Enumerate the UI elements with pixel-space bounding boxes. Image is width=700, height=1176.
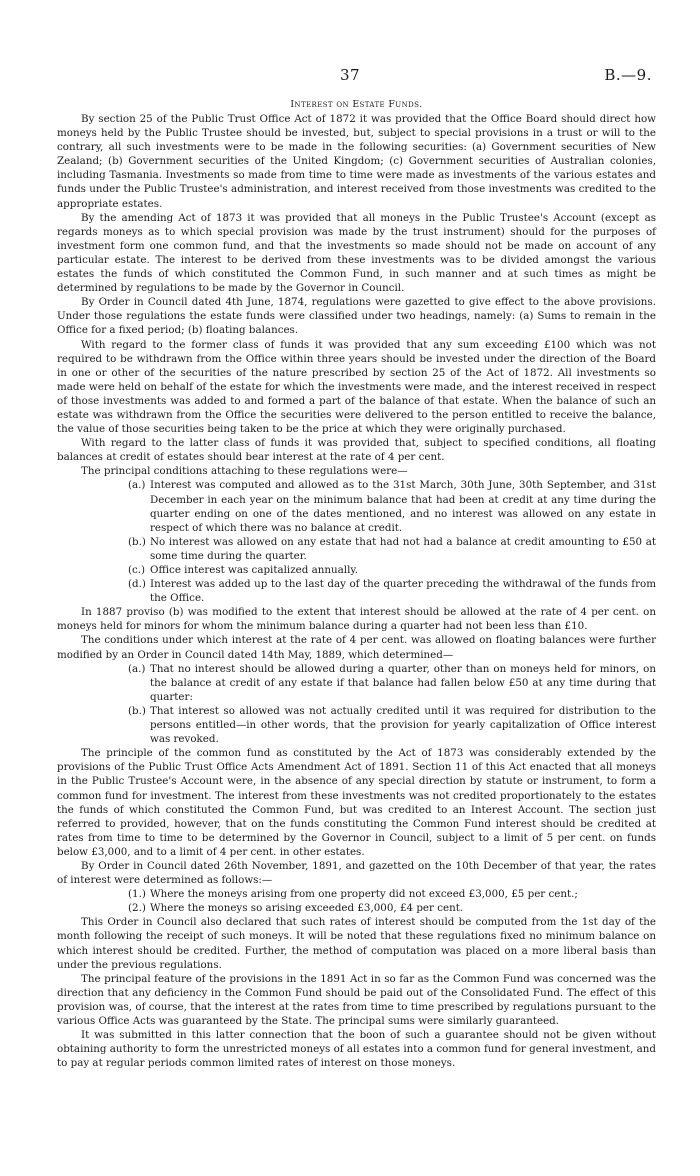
list-marker: (b.): [128, 704, 146, 717]
section-heading: Interest on Estate Funds.: [290, 99, 423, 110]
condition-item: [57, 662, 656, 704]
paragraph: By Order in Council dated 26th November, 1891, and gazetted on the 10th December of that year, the rates of interest were determined as follows:—: [57, 859, 656, 887]
rate-item: [57, 901, 656, 915]
paragraph: By Order in Council dated 4th June, 1874, regulations were gazetted to give effect to the above provisions. Under those regulations the estate funds were classified under two headings, namely: (a) Sums to remain in the Office for a fixed period; (b) floating balances.: [57, 296, 656, 337]
list-marker: (2.): [128, 902, 146, 915]
paragraph: The principal feature of the provisions in the 1891 Act in so far as the Common Fund was concerned was the direction that any deficiency in the Common Fund should be paid out of the Consolidated Fund. The effect of this provision was, of course, that the interest at the rates from time to time prescribed by regulations pursuant to the various Office Acts was guaranteed by the State. The principal sums were similarly guaranteed.: [57, 972, 656, 1027]
list-marker: (b.): [128, 535, 146, 548]
paragraph: By section 25 of the Public Trust Office Act of 1872 it was provided that the Office Board should direct how moneys held by the Public Trustee should be invested, but, subject to special provisions in a trust or will to the contrary, all such investments were to be made in the following securities: (a) Government securities of New Zealand; (b) Government securities of the United Kingdom; (c) Government securities of Australian colonies, including Tasmania. Investments so made from time to time were made as investments of the various estates and funds under the Public Trustee's administration, and interest received from those investments was credited to the appropriate estates.: [57, 113, 656, 210]
condition-item: [57, 563, 656, 577]
paragraph: The principal conditions attaching to these regulations were—: [81, 465, 408, 478]
paragraph: With regard to the latter class of funds it was provided that, subject to specified conditions, all floating balances at credit of estates should bear interest at the rate of 4 per cent.: [57, 437, 656, 464]
list-item-text: Where the moneys arising from one property did not exceed £3,000, £5 per cent.;: [150, 888, 578, 901]
page-header: [57, 66, 656, 88]
list-marker: (a.): [128, 662, 146, 675]
paragraph: By the amending Act of 1873 it was provided that all moneys in the Public Trustee's Account (except as regards moneys as to which special provision was made by the trust instrument) should for the purposes of investment form one common fund, and that the investments so made should not be made on account of any particular estate. The interest to be derived from these investments was to be divided amongst the various estates the funds of which constituted the Common Fund, in such manner and at such times as might be determined by regulations to be made by the Governor in Council.: [57, 211, 656, 295]
list-item-text: No interest was allowed on any estate that had not had a balance at credit amounting to £50 at some time during the quarter.: [150, 535, 656, 562]
condition-item: [57, 704, 656, 746]
list-marker: (1.): [128, 888, 146, 901]
list-item-text: Where the moneys so arising exceeded £3,000, £4 per cent.: [150, 902, 464, 915]
list-item-text: That no interest should be allowed during a quarter, other than on moneys held for minors, on the balance at credit of any estate if that balance had fallen below £50 at any time during that quarter:: [150, 662, 656, 703]
list-item-text: That interest so allowed was not actually credited until it was required for distribution to the persons entitled—in other words, that the provision for yearly capitalization of Office interest was revoked.: [150, 704, 656, 746]
list-item-text: Interest was computed and allowed as to the 31st March, 30th June, 30th September, and 31st December in each year on the minimum balance that had been at credit at any time during the quarter ending on one of the dates mentioned, and no interest was allowed on any estate in respect of which there was no balance at credit.: [150, 479, 656, 534]
document-reference: B.—9.: [604, 66, 652, 84]
list-item-text: Office interest was capitalized annually.: [150, 564, 359, 576]
paragraph: The conditions under which interest at the rate of 4 per cent. was allowed on floating balances were further modified by an Order in Council dated 14th May, 1889, which determined—: [57, 634, 656, 661]
paragraph: In 1887 proviso (b) was modified to the extent that interest should be allowed at the rate of 4 per cent. on moneys held for minors for whom the minimum balance during a quarter had not been less than £10.: [57, 606, 656, 633]
paragraph: The principle of the common fund as constituted by the Act of 1873 was considerably extended by the provisions of the Public Trust Office Acts Amendment Act of 1891. Section 11 of this Act enacted that all moneys in the Public Trustee's Account were, in the absence of any special direction by statute or instrument, to form a common fund for investment. The interest from these investments was not credited proportionately to the estates the funds of which constituted the Common Fund, but was credited to an Interest Account. The section just referred to provided, however, that on the funds constituting the Common Fund interest should be credited at rates from time to time to be determined by the Governor in Council, subject to a limit of 5 per cent. on funds below £3,000, and to a limit of 4 per cent. in other estates.: [57, 747, 656, 858]
body-text: [57, 112, 656, 1070]
rate-item: [57, 887, 656, 901]
condition-item: [57, 535, 656, 563]
condition-item: [57, 478, 656, 534]
list-marker: (a.): [128, 479, 146, 492]
page-number: 37: [340, 66, 361, 84]
list-marker: (c.): [128, 564, 146, 576]
paragraph: With regard to the former class of funds it was provided that any sum exceeding £100 which was not required to be withdrawn from the Office within three years should be invested under the direction of the Board in one or other of the securities of the nature prescribed by section 25 of the Act of 1872. All investments so made were held on behalf of the estate for which the investments were made, and the interest received in respect of those investments was added to and formed a part of the balance of that estate. When the balance of such an estate was withdrawn from the Office the securities were delivered to the person entitled to receive the balance, the value of those securities being taken to be the price at which they were originally purchased.: [57, 338, 656, 436]
condition-item: [57, 577, 656, 605]
list-item-text: Interest was added up to the last day of the quarter preceding the withdrawal of the funds from the Office.: [150, 578, 656, 605]
paragraph: It was submitted in this latter connection that the boon of such a guarantee should not be given without obtaining authority to form the unrestricted moneys of all estates into a common fund for general investment, and to pay at regular periods common limited rates of interest on those moneys.: [57, 1029, 656, 1070]
paragraph: This Order in Council also declared that such rates of interest should be computed from the 1st day of the month following the receipt of such moneys. It will be noted that these regulations fixed no minimum balance on which interest should be credited. Further, the method of computation was placed on a more liberal basis than under the previous regulations.: [57, 916, 656, 971]
list-marker: (d.): [128, 578, 146, 591]
